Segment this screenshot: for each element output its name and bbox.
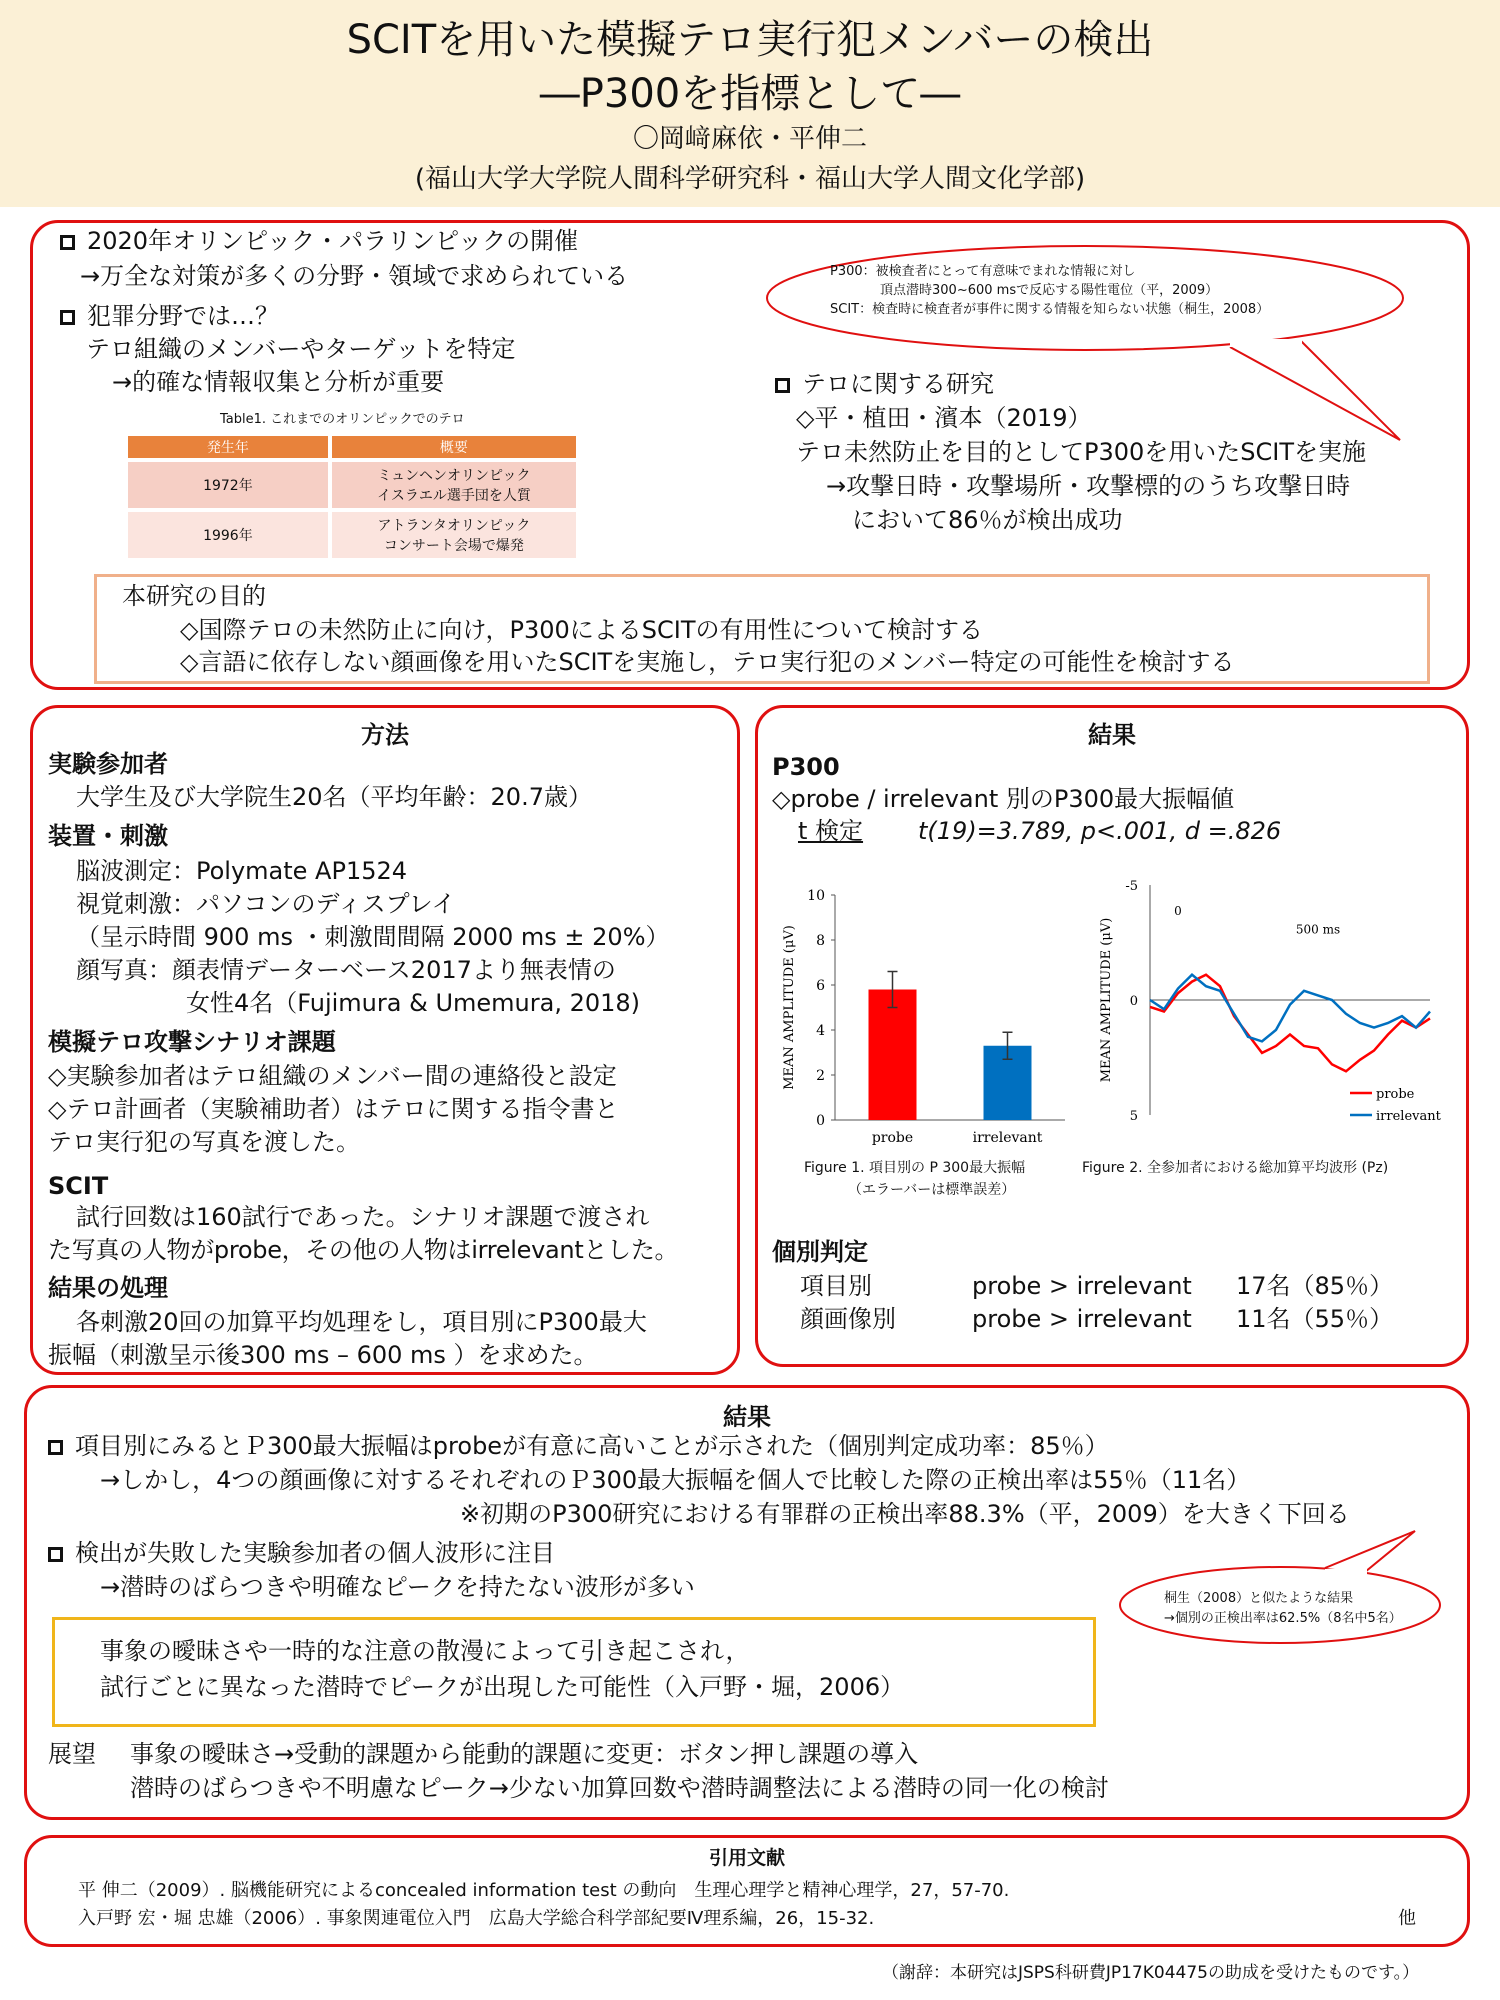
faces-text-2: 女性4名（Fujimura & Umemura, 2018) — [186, 989, 641, 1017]
kiryu-bubble — [1115, 1528, 1465, 1648]
waveform-figure2 — [1090, 875, 1460, 1135]
legend-label-probe: probe — [1376, 1087, 1415, 1102]
table-header-year: 発生年 — [128, 436, 328, 458]
intro-bullet3-sub2: テロ未然防止を目的としてP300を用いたSCITを実施 — [796, 438, 1367, 466]
y-tick-label: 0 — [1129, 994, 1138, 1009]
scenario-text-3: テロ実行犯の写真を渡した。 — [48, 1128, 360, 1156]
scit-text-2: た写真の人物がprobe，その他の人物はirrelevantとした。 — [48, 1236, 679, 1264]
intro-bullet1 — [60, 227, 578, 256]
x-tick-label: irrelevant — [972, 1130, 1043, 1146]
series-line-irrelevant — [1150, 975, 1430, 1042]
intro-bullet3-sub3: →攻撃日時・攻撃場所・攻撃標的のうち攻撃日時 — [826, 472, 1351, 500]
outlook-line1: 事象の曖昧さ→受動的課題から能動的課題に変更：ボタン押し課題の導入 — [130, 1740, 919, 1768]
discussion-line1 — [48, 1432, 1109, 1461]
table-cell-summary-line2: イスラエル選手団を人質 — [376, 488, 531, 504]
checkbox-square-icon — [48, 1440, 63, 1455]
y-tick-label: 5 — [1129, 1109, 1138, 1124]
y-tick-label: 4 — [816, 1023, 825, 1039]
discussion-line4-text: 検出が失敗した実験参加者の個人波形に注目 — [75, 1539, 555, 1567]
ttest-label: t 検定 — [798, 817, 864, 845]
scenario-heading: 模擬テロ攻撃シナリオ課題 — [48, 1028, 336, 1056]
intro-bullet2-sub1: テロ組織のメンバーやターゲットを特定 — [86, 335, 516, 363]
p300-description: ◇probe / irrelevant 別のP300最大振幅値 — [772, 785, 1235, 813]
reference-1: 平 伸二（2009）. 脳機能研究によるconcealed information test の動向 生理心理学と精神心理学，27，57-70. — [78, 1880, 1010, 1901]
hypothesis-line2: 試行ごとに異なった潜時でピークが出現した可能性（入戸野・堀，2006） — [100, 1673, 905, 1701]
bubble-line2: 頂点潜時300~600 msで反応する陽性電位（平，2009） — [880, 283, 1219, 298]
legend-label-irrelevant: irrelevant — [1376, 1109, 1441, 1124]
discussion-line5: →潜時のばらつきや明確なピークを持たない波形が多い — [100, 1573, 695, 1601]
discussion-line1-text: 項目別にみるとＰ300最大振幅はprobeが有意に高いことが示された（個別判定成功率：85％） — [75, 1432, 1109, 1460]
goal-title: 本研究の目的 — [122, 582, 266, 610]
y-tick-label: -5 — [1125, 879, 1138, 894]
table-cell-summary — [332, 462, 576, 508]
y-tick-label: 6 — [816, 978, 825, 994]
table-cell-summary-line2: コンサート会場で爆発 — [383, 538, 524, 554]
processing-text-2: 振幅（刺激呈示後300 ms – 600 ms ）を求めた。 — [48, 1341, 598, 1369]
y-tick-label: 8 — [816, 933, 825, 949]
discussion-heading: 結果 — [723, 1403, 771, 1431]
scenario-text-1: ◇実験参加者はテロ組織のメンバー間の連絡役と設定 — [48, 1062, 617, 1090]
bar-chart-figure1 — [775, 880, 1075, 1160]
poster-header — [0, 0, 1500, 207]
table-caption: Table1. これまでのオリンピックでのテロ — [220, 412, 465, 427]
ttest-stat: t(19)=3.789, p<.001, d =.826 — [918, 817, 1282, 845]
checkbox-square-icon — [48, 1547, 63, 1562]
y-axis-label: MEAN AMPLITUDE (μV) — [782, 925, 797, 1090]
poster-title-line2: ―P300を指標として― — [539, 71, 961, 117]
faces-text-1: 顔写真：顔表情データーベース2017より無表情の — [76, 956, 616, 984]
table-cell-summary-line1: アトランタオリンピック — [377, 518, 531, 534]
y-axis-label: MEAN AMPLITUDE (μV) — [1099, 917, 1114, 1083]
indiv-row-value: 17名（85％） — [1236, 1272, 1394, 1300]
table-cell-year: 1972年 — [128, 462, 328, 508]
poster-title-line1: SCITを用いた模擬テロ実行犯メンバーの検出 — [346, 17, 1154, 63]
annotation-500ms: 500 ms — [1295, 922, 1341, 937]
bubble-line1: P300：被検査者にとって有意味でまれな情報に対し — [830, 264, 1136, 279]
intro-bullet2-sub2: →的確な情報収集と分析が重要 — [112, 368, 445, 396]
outlook-label: 展望 — [48, 1740, 96, 1768]
y-tick-label: 0 — [816, 1113, 825, 1129]
individual-judgment-heading: 個別判定 — [772, 1238, 868, 1266]
participants-text: 大学生及び大学院生20名（平均年齢：20.7歳） — [76, 783, 592, 811]
results-heading: 結果 — [1088, 721, 1136, 749]
intro-bullet2 — [60, 302, 279, 331]
bubble-line3: SCIT：検査時に検査者が事件に関する情報を知らない状態（桐生，2008） — [830, 302, 1270, 317]
method-heading: 方法 — [361, 721, 409, 749]
bar-probe — [869, 990, 917, 1121]
eeg-text: 脳波測定：Polymate AP1524 — [76, 857, 408, 885]
y-tick-label: 10 — [807, 888, 825, 904]
intro-bullet1-text: 2020年オリンピック・パラリンピックの開催 — [87, 227, 579, 255]
table-cell-year: 1996年 — [128, 512, 328, 558]
intro-bullet1-sub: →万全な対策が多くの分野・領域で求められている — [80, 262, 629, 290]
scenario-text-2: ◇テロ計画者（実験補助者）はテロに関する指令書と — [48, 1095, 619, 1123]
olympic-terror-table — [124, 432, 580, 562]
bubble-tail-join — [1325, 1569, 1367, 1575]
outlook-line2: 潜時のばらつきや不明慮なピーク→少ない加算回数や潜時調整法による潜時の同一化の検討 — [130, 1774, 1109, 1802]
participants-heading: 実験参加者 — [48, 750, 168, 778]
indiv-row-value: 11名（55％） — [1236, 1305, 1394, 1333]
scit-heading: SCIT — [48, 1172, 109, 1200]
checkbox-square-icon — [60, 235, 75, 250]
processing-heading: 結果の処理 — [48, 1274, 168, 1302]
table-header-summary: 概要 — [332, 436, 576, 458]
checkbox-square-icon — [775, 378, 790, 393]
intro-bullet3-sub1: ◇平・植田・濱本（2019） — [796, 404, 1092, 432]
authors: 〇岡﨑麻依・平伸二 — [632, 124, 867, 154]
intro-bullet2-text: 犯罪分野では…？ — [87, 302, 279, 330]
fig1-caption-2: （エラーバーは標準誤差） — [848, 1182, 1016, 1198]
indiv-row-comparison: probe > irrelevant — [972, 1305, 1192, 1333]
x-tick-label: probe — [871, 1130, 914, 1146]
references-heading: 引用文献 — [708, 1847, 785, 1869]
hypothesis-line1: 事象の曖昧さや一時的な注意の散漫によって引き起こされ， — [100, 1637, 750, 1665]
table-row — [128, 512, 576, 558]
processing-text-1: 各刺激20回の加算平均処理をし，項目別にP300最大 — [76, 1308, 647, 1336]
intro-bullet3-text: テロに関する研究 — [802, 370, 994, 398]
indiv-row-label: 顔画像別 — [800, 1305, 896, 1333]
apparatus-heading: 装置・刺激 — [48, 822, 168, 850]
table-cell-summary — [332, 512, 576, 558]
affiliation: (福山大学大学院人間科学研究科・福山大学人間文化学部) — [414, 164, 1086, 194]
discussion-line4 — [48, 1539, 555, 1568]
discussion-line2: →しかし，4つの顔画像に対するそれぞれのＰ300最大振幅を個人で比較した際の正検出率は55％（11名） — [100, 1466, 1251, 1494]
p300-heading: P300 — [772, 753, 840, 781]
table-row — [128, 462, 576, 508]
y-tick-label: 2 — [816, 1068, 825, 1084]
checkbox-square-icon — [60, 310, 75, 325]
kiryu-bubble-line1: 桐生（2008）と似たような結果 — [1164, 1591, 1354, 1606]
annotation-zero: 0 — [1174, 903, 1182, 918]
bubble-tail-join — [1230, 339, 1302, 347]
goal-line2: ◇言語に依存しない顔画像を用いたSCITを実施し，テロ実行犯のメンバー特定の可能性を検討する — [180, 648, 1235, 676]
discussion-line3: ※初期のP300研究における有罪群の正検出率88.3%（平，2009）を大きく下回る — [460, 1500, 1350, 1528]
goal-line1: ◇国際テロの未然防止に向け，P300によるSCITの有用性について検討する — [180, 616, 984, 644]
timing-text: （呈示時間 900 ms ・刺激間間隔 2000 ms ± 20%） — [76, 923, 670, 951]
reference-2: 入戸野 宏・堀 忠雄（2006）. 事象関連電位入門 広島大学総合科学部紀要Ⅳ理系編，26，15-32. — [78, 1908, 875, 1929]
intro-bullet3 — [775, 370, 994, 399]
fig2-caption: Figure 2. 全参加者における総加算平均波形 (Pz) — [1082, 1160, 1389, 1176]
visual-text: 視覚刺激：パソコンのディスプレイ — [76, 890, 456, 918]
intro-bullet3-sub4: において86％が検出成功 — [852, 506, 1123, 534]
scit-text-1: 試行回数は160試行であった。シナリオ課題で渡され — [76, 1203, 650, 1231]
table-cell-summary-line1: ミュンヘンオリンピック — [377, 468, 531, 484]
bubble-tail — [1230, 340, 1400, 440]
indiv-row-label: 項目別 — [800, 1272, 872, 1300]
indiv-row-comparison: probe > irrelevant — [972, 1272, 1192, 1300]
kiryu-bubble-line2: →個別の正検出率は62.5%（8名中5名） — [1164, 1611, 1402, 1626]
acknowledgement: （謝辞：本研究はJSPS科研費JP17K04475の助成を受けたものです。） — [882, 1963, 1420, 1983]
references-etc: 他 — [1398, 1908, 1416, 1929]
bubble-tail — [1325, 1531, 1415, 1572]
hypothesis-box — [52, 1617, 1096, 1727]
fig1-caption-1: Figure 1. 項目別の P 300最大振幅 — [804, 1160, 1026, 1176]
